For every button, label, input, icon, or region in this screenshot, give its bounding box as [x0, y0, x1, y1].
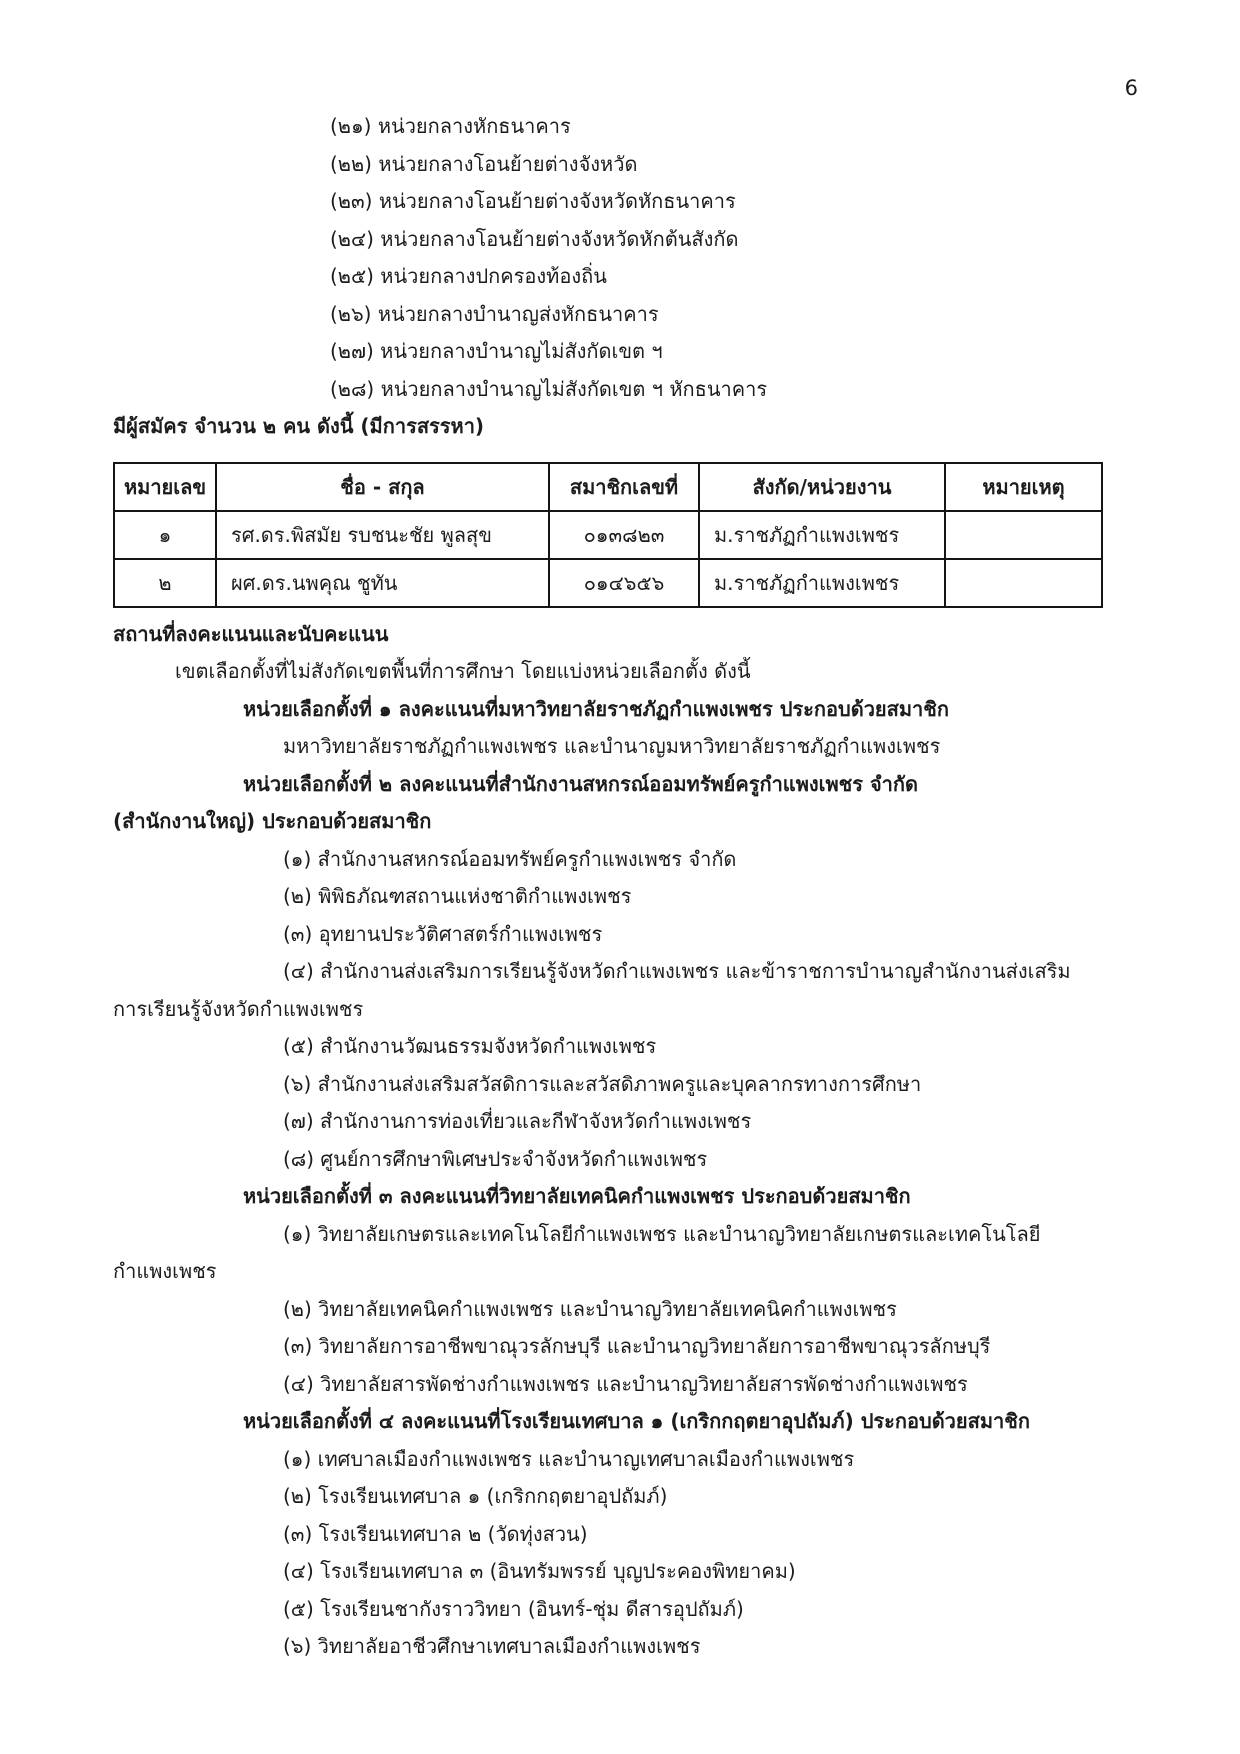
- list-item: (๒๗) หน่วยกลางบำนาญไม่สังกัดเขต ฯ: [330, 339, 663, 363]
- list-item: (๒) โรงเรียนเทศบาล ๑ (เกริกกฤตยาอุปถัมภ์): [283, 1484, 668, 1508]
- list-item: (๔) โรงเรียนเทศบาล ๓ (อินทรัมพรรย์ บุญประคองพิทยาคม): [283, 1559, 796, 1583]
- list-item: (๓) โรงเรียนเทศบาล ๒ (วัดทุ่งสวน): [283, 1521, 588, 1546]
- col-header-member-id: สมาชิกเลขที่: [549, 463, 699, 511]
- list-item: (๗) สำนักงานการท่องเที่ยวและกีฬาจังหวัดกำแพงเพชร: [283, 1109, 752, 1133]
- list-item: (๑) สำนักงานสหกรณ์ออมทรัพย์ครูกำแพงเพชร จำกัด: [283, 846, 737, 871]
- section-heading: หน่วยเลือกตั้งที่ ๒ ลงคะแนนที่สำนักงานสหกรณ์ออมทรัพย์ครูกำแพงเพชร จำกัด: [243, 771, 918, 796]
- list-item: (๒) วิทยาลัยเทคนิคกำแพงเพชร และบำนาญวิทยาลัยเทคนิคกำแพงเพชร: [283, 1296, 897, 1321]
- section-heading: (สำนักงานใหญ่) ประกอบด้วยสมาชิก: [113, 809, 432, 833]
- section-heading: สถานที่ลงคะแนนและนับคะแนน: [113, 621, 389, 646]
- paragraph-line: เขตเลือกตั้งที่ไม่สังกัดเขตพื้นที่การศึกษา โดยแบ่งหน่วยเลือกตั้ง ดังนี้: [175, 659, 751, 683]
- table-header-row: [114, 463, 1102, 511]
- list-item: (๖) วิทยาลัยอาชีวศึกษาเทศบาลเมืองกำแพงเพชร: [283, 1634, 701, 1658]
- list-item: (๒๓) หน่วยกลางโอนย้ายต่างจังหวัดหักธนาคาร: [330, 189, 736, 213]
- list-item: (๖) สำนักงานส่งเสริมสวัสดิการและสวัสดิภาพครูและบุคลากรทางการศึกษา: [283, 1071, 922, 1096]
- cell-affiliation: ม.ราชภัฏกำแพงเพชร: [699, 511, 945, 559]
- paragraph-line: กำแพงเพชร: [113, 1259, 217, 1283]
- section-heading: หน่วยเลือกตั้งที่ ๔ ลงคะแนนที่โรงเรียนเทศบาล ๑ (เกริกกฤตยาอุปถัมภ์) ประกอบด้วยสมาชิก: [243, 1409, 1030, 1433]
- list-item: (๔) วิทยาลัยสารพัดช่างกำแพงเพชร และบำนาญวิทยาลัยสารพัดช่างกำแพงเพชร: [283, 1371, 968, 1396]
- section-heading: หน่วยเลือกตั้งที่ ๓ ลงคะแนนที่วิทยาลัยเทคนิคกำแพงเพชร ประกอบด้วยสมาชิก: [243, 1184, 911, 1208]
- list-item: (๘) ศูนย์การศึกษาพิเศษประจำจังหวัดกำแพงเพชร: [283, 1146, 708, 1171]
- cell-member-id: ๐๑๔๖๕๖: [549, 559, 699, 607]
- cell-remark: [945, 559, 1102, 607]
- table-row: [114, 511, 1102, 559]
- paragraph-line: การเรียนรู้จังหวัดกำแพงเพชร: [113, 996, 364, 1021]
- list-item: (๓) วิทยาลัยการอาชีพขาณุวรลักษบุรี และบำนาญวิทยาลัยการอาชีพขาณุวรลักษบุรี: [283, 1334, 991, 1358]
- list-item: (๓) อุทยานประวัติศาสตร์กำแพงเพชร: [283, 921, 603, 946]
- cell-number: ๒: [114, 559, 216, 607]
- page-number: 6: [1124, 76, 1138, 100]
- col-header-remark: หมายเหตุ: [945, 463, 1102, 511]
- cell-remark: [945, 511, 1102, 559]
- cell-name: ผศ.ดร.นพคุณ ชูทัน: [216, 559, 549, 607]
- list-item: (๕) สำนักงานวัฒนธรรมจังหวัดกำแพงเพชร: [283, 1034, 657, 1058]
- list-item: (๒) พิพิธภัณฑสถานแห่งชาติกำแพงเพชร: [283, 884, 632, 908]
- list-item: (๒๒) หน่วยกลางโอนย้ายต่างจังหวัด: [330, 151, 638, 176]
- list-item: (๑) วิทยาลัยเกษตรและเทคโนโลยีกำแพงเพชร และบำนาญวิทยาลัยเกษตรและเทคโนโลยี: [283, 1221, 1041, 1246]
- cell-name: รศ.ดร.พิสมัย รบชนะชัย พูลสุข: [216, 511, 549, 559]
- list-item: (๔) สำนักงานส่งเสริมการเรียนรู้จังหวัดกำแพงเพชร และข้าราชการบำนาญสำนักงานส่งเสริม: [283, 959, 1071, 983]
- list-item: (๒๕) หน่วยกลางปกครองท้องถิ่น: [330, 264, 607, 288]
- cell-number: ๑: [114, 511, 216, 559]
- page-content: [113, 108, 1130, 1666]
- cell-member-id: ๐๑๓๘๒๓: [549, 511, 699, 559]
- list-item: (๕) โรงเรียนชากังราววิทยา (อินทร์-ชุ่ม ดีสารอุปถัมภ์): [283, 1596, 744, 1621]
- applicants-table: [113, 462, 1103, 608]
- list-item: (๒๘) หน่วยกลางบำนาญไม่สังกัดเขต ฯ หักธนาคาร: [330, 376, 768, 401]
- col-header-name: ชื่อ - สกุล: [216, 463, 549, 511]
- cell-affiliation: ม.ราชภัฏกำแพงเพชร: [699, 559, 945, 607]
- col-header-number: หมายเลข: [114, 463, 216, 511]
- col-header-affiliation: สังกัด/หน่วยงาน: [699, 463, 945, 511]
- list-item: (๒๔) หน่วยกลางโอนย้ายต่างจังหวัดหักต้นสังกัด: [330, 226, 739, 251]
- applicants-heading: มีผู้สมัคร จำนวน ๒ คน ดังนี้ (มีการสรรหา): [113, 414, 485, 438]
- list-item: (๑) เทศบาลเมืองกำแพงเพชร และบำนาญเทศบาลเมืองกำแพงเพชร: [283, 1446, 855, 1471]
- list-item: (๒๑) หน่วยกลางหักธนาคาร: [330, 114, 571, 138]
- table-row: [114, 559, 1102, 607]
- paragraph-line: มหาวิทยาลัยราชภัฏกำแพงเพชร และบำนาญมหาวิทยาลัยราชภัฏกำแพงเพชร: [283, 734, 941, 758]
- list-item: (๒๖) หน่วยกลางบำนาญส่งหักธนาคาร: [330, 301, 659, 326]
- section-heading: หน่วยเลือกตั้งที่ ๑ ลงคะแนนที่มหาวิทยาลัยราชภัฏกำแพงเพชร ประกอบด้วยสมาชิก: [243, 696, 949, 721]
